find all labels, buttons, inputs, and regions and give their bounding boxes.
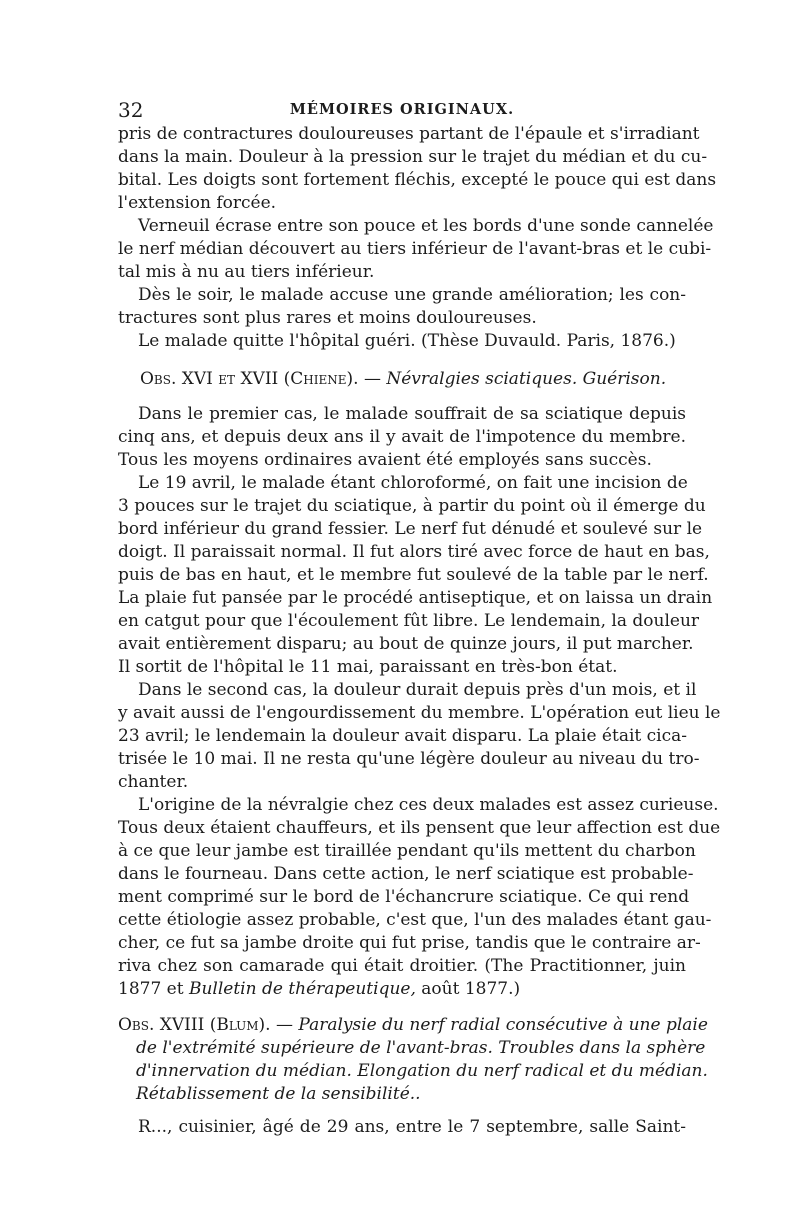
text-line: pris de contractures douloureuses partant de l'épaule et s'irradiant (118, 124, 700, 144)
paragraph-5 (118, 403, 686, 472)
observation-label: Obs. XVIII (Blum). — (118, 1015, 293, 1035)
text-line: dans le fourneau. Dans cette action, le nerf sciatique est probable- (118, 864, 694, 884)
observation-title: Névralgies sciatiques. Guérison. (386, 369, 667, 389)
text-line: bord inférieur du grand fessier. Le nerf fut dénudé et soulevé sur le (118, 519, 703, 539)
text-line: 3 pouces sur le trajet du sciatique, à partir du point où il émerge du (118, 496, 706, 516)
text-line: tal mis à nu au tiers inférieur. (118, 262, 375, 282)
observation-heading-16-17 (118, 368, 686, 391)
text-line: Dans le premier cas, le malade souffrait de sa sciatique depuis (138, 404, 686, 424)
text-line: Tous les moyens ordinaires avaient été employés sans succès. (118, 450, 652, 470)
observation-label: Obs. XVI et XVII (Chiene). — (140, 369, 381, 389)
citation-prefix: 1877 et (118, 979, 189, 999)
text-line: l'extension forcée. (118, 193, 277, 213)
text-line: en catgut pour que l'écoulement fût libre. Le lendemain, la douleur (118, 611, 700, 631)
text-line: tractures sont plus rares et moins douloureuses. (118, 308, 537, 328)
observation-heading-18 (118, 1014, 708, 1106)
text-line: doigt. Il paraissait normal. Il fut alors tiré avec force de haut en bas, (118, 542, 710, 562)
text-line: cette étiologie assez probable, c'est que, l'un des malades étant gau- (118, 910, 712, 930)
text-line: L'origine de la névralgie chez ces deux malades est assez curieuse. (138, 795, 719, 815)
text-line: à ce que leur jambe est tiraillée pendant qu'ils mettent du charbon (118, 841, 696, 861)
text-line: R..., cuisinier, âgé de 29 ans, entre le 7 septembre, salle Saint- (138, 1117, 686, 1137)
observation-title-line: de l'extrémité supérieure de l'avant-bras. Troubles dans la sphère (136, 1038, 706, 1058)
text-line: y avait aussi de l'engourdissement du membre. L'opération eut lieu le (118, 703, 721, 723)
paragraph-7 (118, 679, 721, 794)
text-line: trisée le 10 mai. Il ne resta qu'une légère douleur au niveau du tro- (118, 749, 700, 769)
paragraph-6 (118, 472, 713, 679)
text-line: bital. Les doigts sont fortement fléchis, excepté le pouce qui est dans (118, 170, 717, 190)
citation-journal: Bulletin de thérapeutique, (188, 979, 416, 999)
text-line: Dans le second cas, la douleur durait depuis près d'un mois, et il (138, 680, 697, 700)
paragraph-9 (118, 1116, 686, 1139)
observation-title-line: Rétablissement de la sensibilité.. (136, 1084, 421, 1104)
page-number: 32 (118, 98, 144, 122)
text-line: 23 avril; le lendemain la douleur avait disparu. La plaie était cica- (118, 726, 687, 746)
paragraph-8 (118, 794, 721, 1001)
text-line: Il sortit de l'hôpital le 11 mai, paraissant en très-bon état. (118, 657, 618, 677)
text-line: La plaie fut pansée par le procédé antiseptique, et on laissa un drain (118, 588, 713, 608)
text-line-citation (118, 978, 686, 1001)
observation-title: Paralysie du nerf radial consécutive à une plaie (298, 1015, 708, 1035)
text-line: Le malade quitte l'hôpital guéri. (Thèse Duvauld. Paris, 1876.) (138, 331, 676, 351)
text-line: Le 19 avril, le malade étant chloroformé, on fait une incision de (138, 473, 688, 493)
citation-date: août 1877.) (415, 979, 521, 999)
text-line: puis de bas en haut, et le membre fut soulevé de la table par le nerf. (118, 565, 709, 585)
text-line: Tous deux étaient chauffeurs, et ils pensent que leur affection est due (118, 818, 721, 838)
text-line: cinq ans, et depuis deux ans il y avait de l'impotence du membre. (118, 427, 686, 447)
text-line: avait entièrement disparu; au bout de quinze jours, il put marcher. (118, 634, 694, 654)
paragraph-3 (118, 284, 686, 330)
text-line: dans la main. Douleur à la pression sur le trajet du médian et du cu- (118, 147, 708, 167)
text-line: ment comprimé sur le bord de l'échancrure sciatique. Ce qui rend (118, 887, 690, 907)
observation-heading-line (118, 1014, 708, 1037)
text-line: chanter. (118, 772, 189, 792)
text-line: Verneuil écrase entre son pouce et les bords d'une sonde cannelée (138, 216, 714, 236)
text-line: riva chez son camarade qui était droitier. (The Practitionner, juin (118, 956, 686, 976)
page-header (118, 98, 686, 122)
observation-title-line: d'innervation du médian. Elongation du nerf radical et du médian. (136, 1061, 708, 1081)
text-line: cher, ce fut sa jambe droite qui fut prise, tandis que le contraire ar- (118, 933, 701, 953)
text-line: le nerf médian découvert au tiers inférieur de l'avant-bras et le cubi- (118, 239, 712, 259)
running-title: MÉMOIRES ORIGINAUX. (289, 101, 515, 118)
paragraph-1 (118, 123, 717, 215)
page-body (118, 123, 721, 1139)
paragraph-4 (118, 330, 686, 353)
text-line: Dès le soir, le malade accuse une grande amélioration; les con- (138, 285, 686, 305)
paragraph-2 (118, 215, 714, 284)
